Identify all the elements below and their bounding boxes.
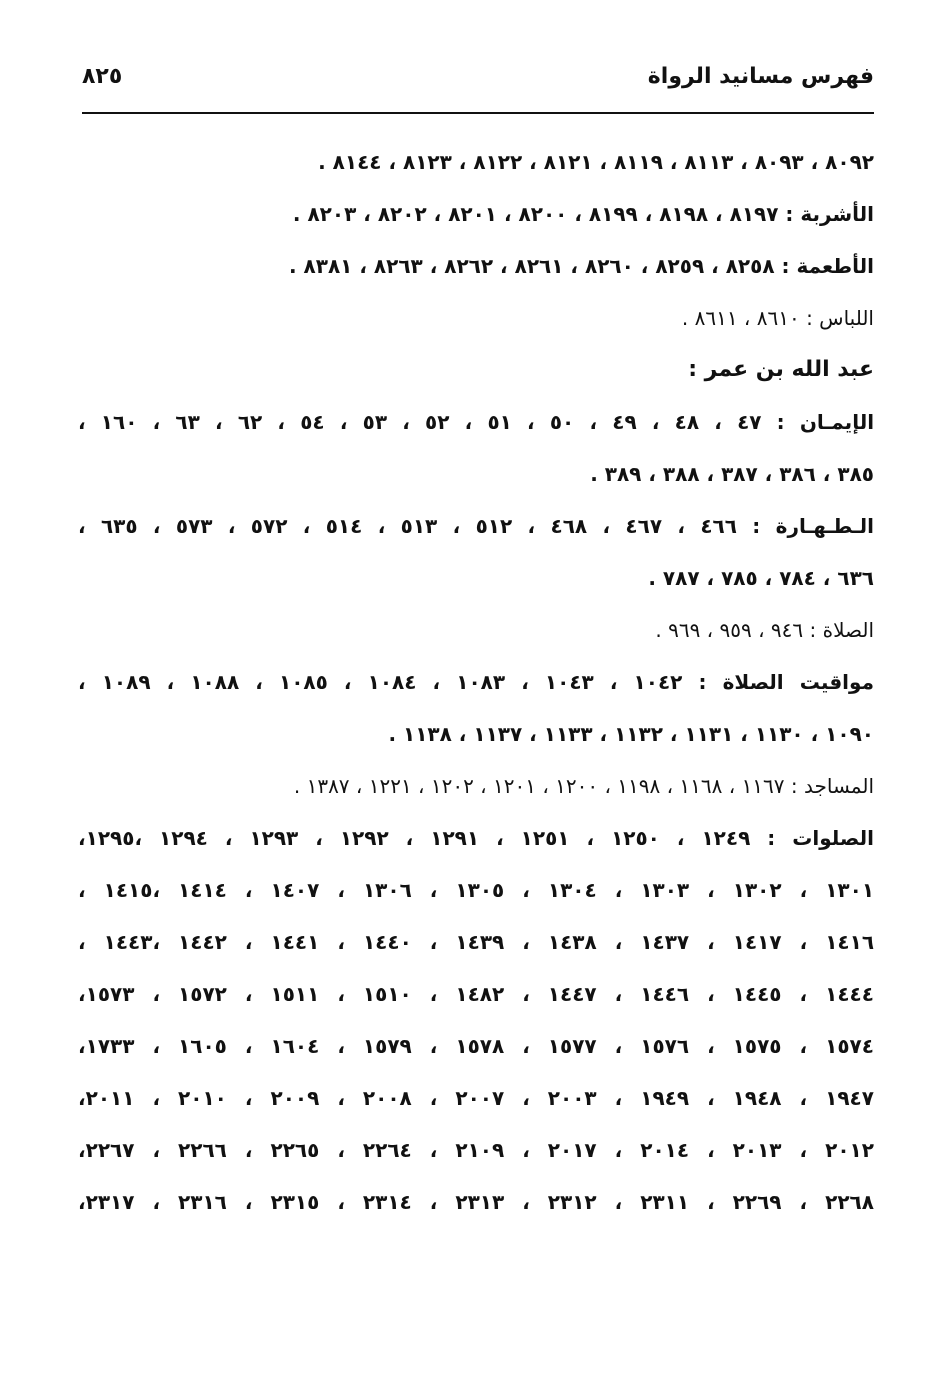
- index-line: ٢٠١٢ ، ٢٠١٣ ، ٢٠١٤ ، ٢٠١٧ ، ٢١٠٩ ، ٢٢٦٤ ، ٢٢٦٥ ، ٢٢٦٦ ، ٢٢٦٧،: [78, 1138, 874, 1162]
- index-line: ١٠٩٠ ، ١١٣٠ ، ١١٣١ ، ١١٣٢ ، ١١٣٣ ، ١١٣٧ ، ١١٣٨ .: [388, 722, 874, 746]
- index-line: ١٤١٦ ، ١٤١٧ ، ١٤٣٧ ، ١٤٣٨ ، ١٤٣٩ ، ١٤٤٠ ، ١٤٤١ ، ١٤٤٢ ،١٤٤٣ ،: [78, 930, 874, 954]
- index-entry-atima: الأطعمة : ٨٢٥٨ ، ٨٢٥٩ ، ٨٢٦٠ ، ٨٢٦١ ، ٨٢٦٢ ، ٨٢٦٣ ، ٨٣٨١ .: [288, 254, 874, 278]
- index-line: ٣٨٥ ، ٣٨٦ ، ٣٨٧ ، ٣٨٨ ، ٣٨٩ .: [590, 462, 874, 486]
- page-number: ٨٢٥: [82, 64, 123, 89]
- index-line: ٦٣٦ ، ٧٨٤ ، ٧٨٥ ، ٧٨٧ .: [648, 566, 874, 590]
- index-line: ١٤٤٤ ، ١٤٤٥ ، ١٤٤٦ ، ١٤٤٧ ، ١٤٨٢ ، ١٥١٠ ، ١٥١١ ، ١٥٧٢ ، ١٥٧٣،: [78, 982, 874, 1006]
- index-entry-iman: الإيمـان : ٤٧ ، ٤٨ ، ٤٩ ، ٥٠ ، ٥١ ، ٥٢ ، ٥٣ ، ٥٤ ، ٦٢ ، ٦٣ ، ١٦٠ ،: [78, 410, 874, 434]
- index-entry-salawat: الصلوات : ١٢٤٩ ، ١٢٥٠ ، ١٢٥١ ، ١٢٩١ ، ١٢٩٢ ، ١٢٩٣ ، ١٢٩٤ ،١٢٩٥،: [78, 826, 874, 850]
- header-rule: [82, 112, 874, 114]
- index-body: [78, 136, 874, 1228]
- index-entry-tahara: الـطـهـارة : ٤٦٦ ، ٤٦٧ ، ٤٦٨ ، ٥١٢ ، ٥١٣ ، ٥١٤ ، ٥٧٢ ، ٥٧٣ ، ٦٣٥ ،: [78, 514, 874, 538]
- index-entry-masajid: المساجد : ١١٦٧ ، ١١٦٨ ، ١١٩٨ ، ١٢٠٠ ، ١٢٠١ ، ١٢٠٢ ، ١٢٢١ ، ١٣٨٧ .: [293, 774, 874, 798]
- index-entry-mawaqit: مواقيت الصلاة : ١٠٤٢ ، ١٠٤٣ ، ١٠٨٣ ، ١٠٨٤ ، ١٠٨٥ ، ١٠٨٨ ، ١٠٨٩ ،: [78, 670, 874, 694]
- page-header: [82, 60, 874, 104]
- index-entry-salat: الصلاة : ٩٤٦ ، ٩٥٩ ، ٩٦٩ .: [655, 618, 874, 642]
- index-entry-ashriba: الأشربة : ٨١٩٧ ، ٨١٩٨ ، ٨١٩٩ ، ٨٢٠٠ ، ٨٢٠١ ، ٨٢٠٢ ، ٨٢٠٣ .: [292, 202, 874, 226]
- running-title: فهرس مسانيد الرواة: [647, 64, 874, 89]
- index-entry-libas: اللباس : ٨٦١٠ ، ٨٦١١ .: [681, 306, 874, 330]
- index-line: ٨٠٩٢ ، ٨٠٩٣ ، ٨١١٣ ، ٨١١٩ ، ٨١٢١ ، ٨١٢٢ ، ٨١٢٣ ، ٨١٤٤ .: [318, 150, 874, 174]
- narrator-heading: عبد الله بن عمر :: [688, 357, 874, 382]
- index-line: ٢٢٦٨ ، ٢٢٦٩ ، ٢٣١١ ، ٢٣١٢ ، ٢٣١٣ ، ٢٣١٤ ، ٢٣١٥ ، ٢٣١٦ ، ٢٣١٧،: [78, 1190, 874, 1214]
- index-line: ١٣٠١ ، ١٣٠٢ ، ١٣٠٣ ، ١٣٠٤ ، ١٣٠٥ ، ١٣٠٦ ، ١٤٠٧ ، ١٤١٤ ،١٤١٥ ،: [78, 878, 874, 902]
- index-line: ١٥٧٤ ، ١٥٧٥ ، ١٥٧٦ ، ١٥٧٧ ، ١٥٧٨ ، ١٥٧٩ ، ١٦٠٤ ، ١٦٠٥ ، ١٧٣٣،: [78, 1034, 874, 1058]
- index-line: ١٩٤٧ ، ١٩٤٨ ، ١٩٤٩ ، ٢٠٠٣ ، ٢٠٠٧ ، ٢٠٠٨ ، ٢٠٠٩ ، ٢٠١٠ ، ٢٠١١،: [78, 1086, 874, 1110]
